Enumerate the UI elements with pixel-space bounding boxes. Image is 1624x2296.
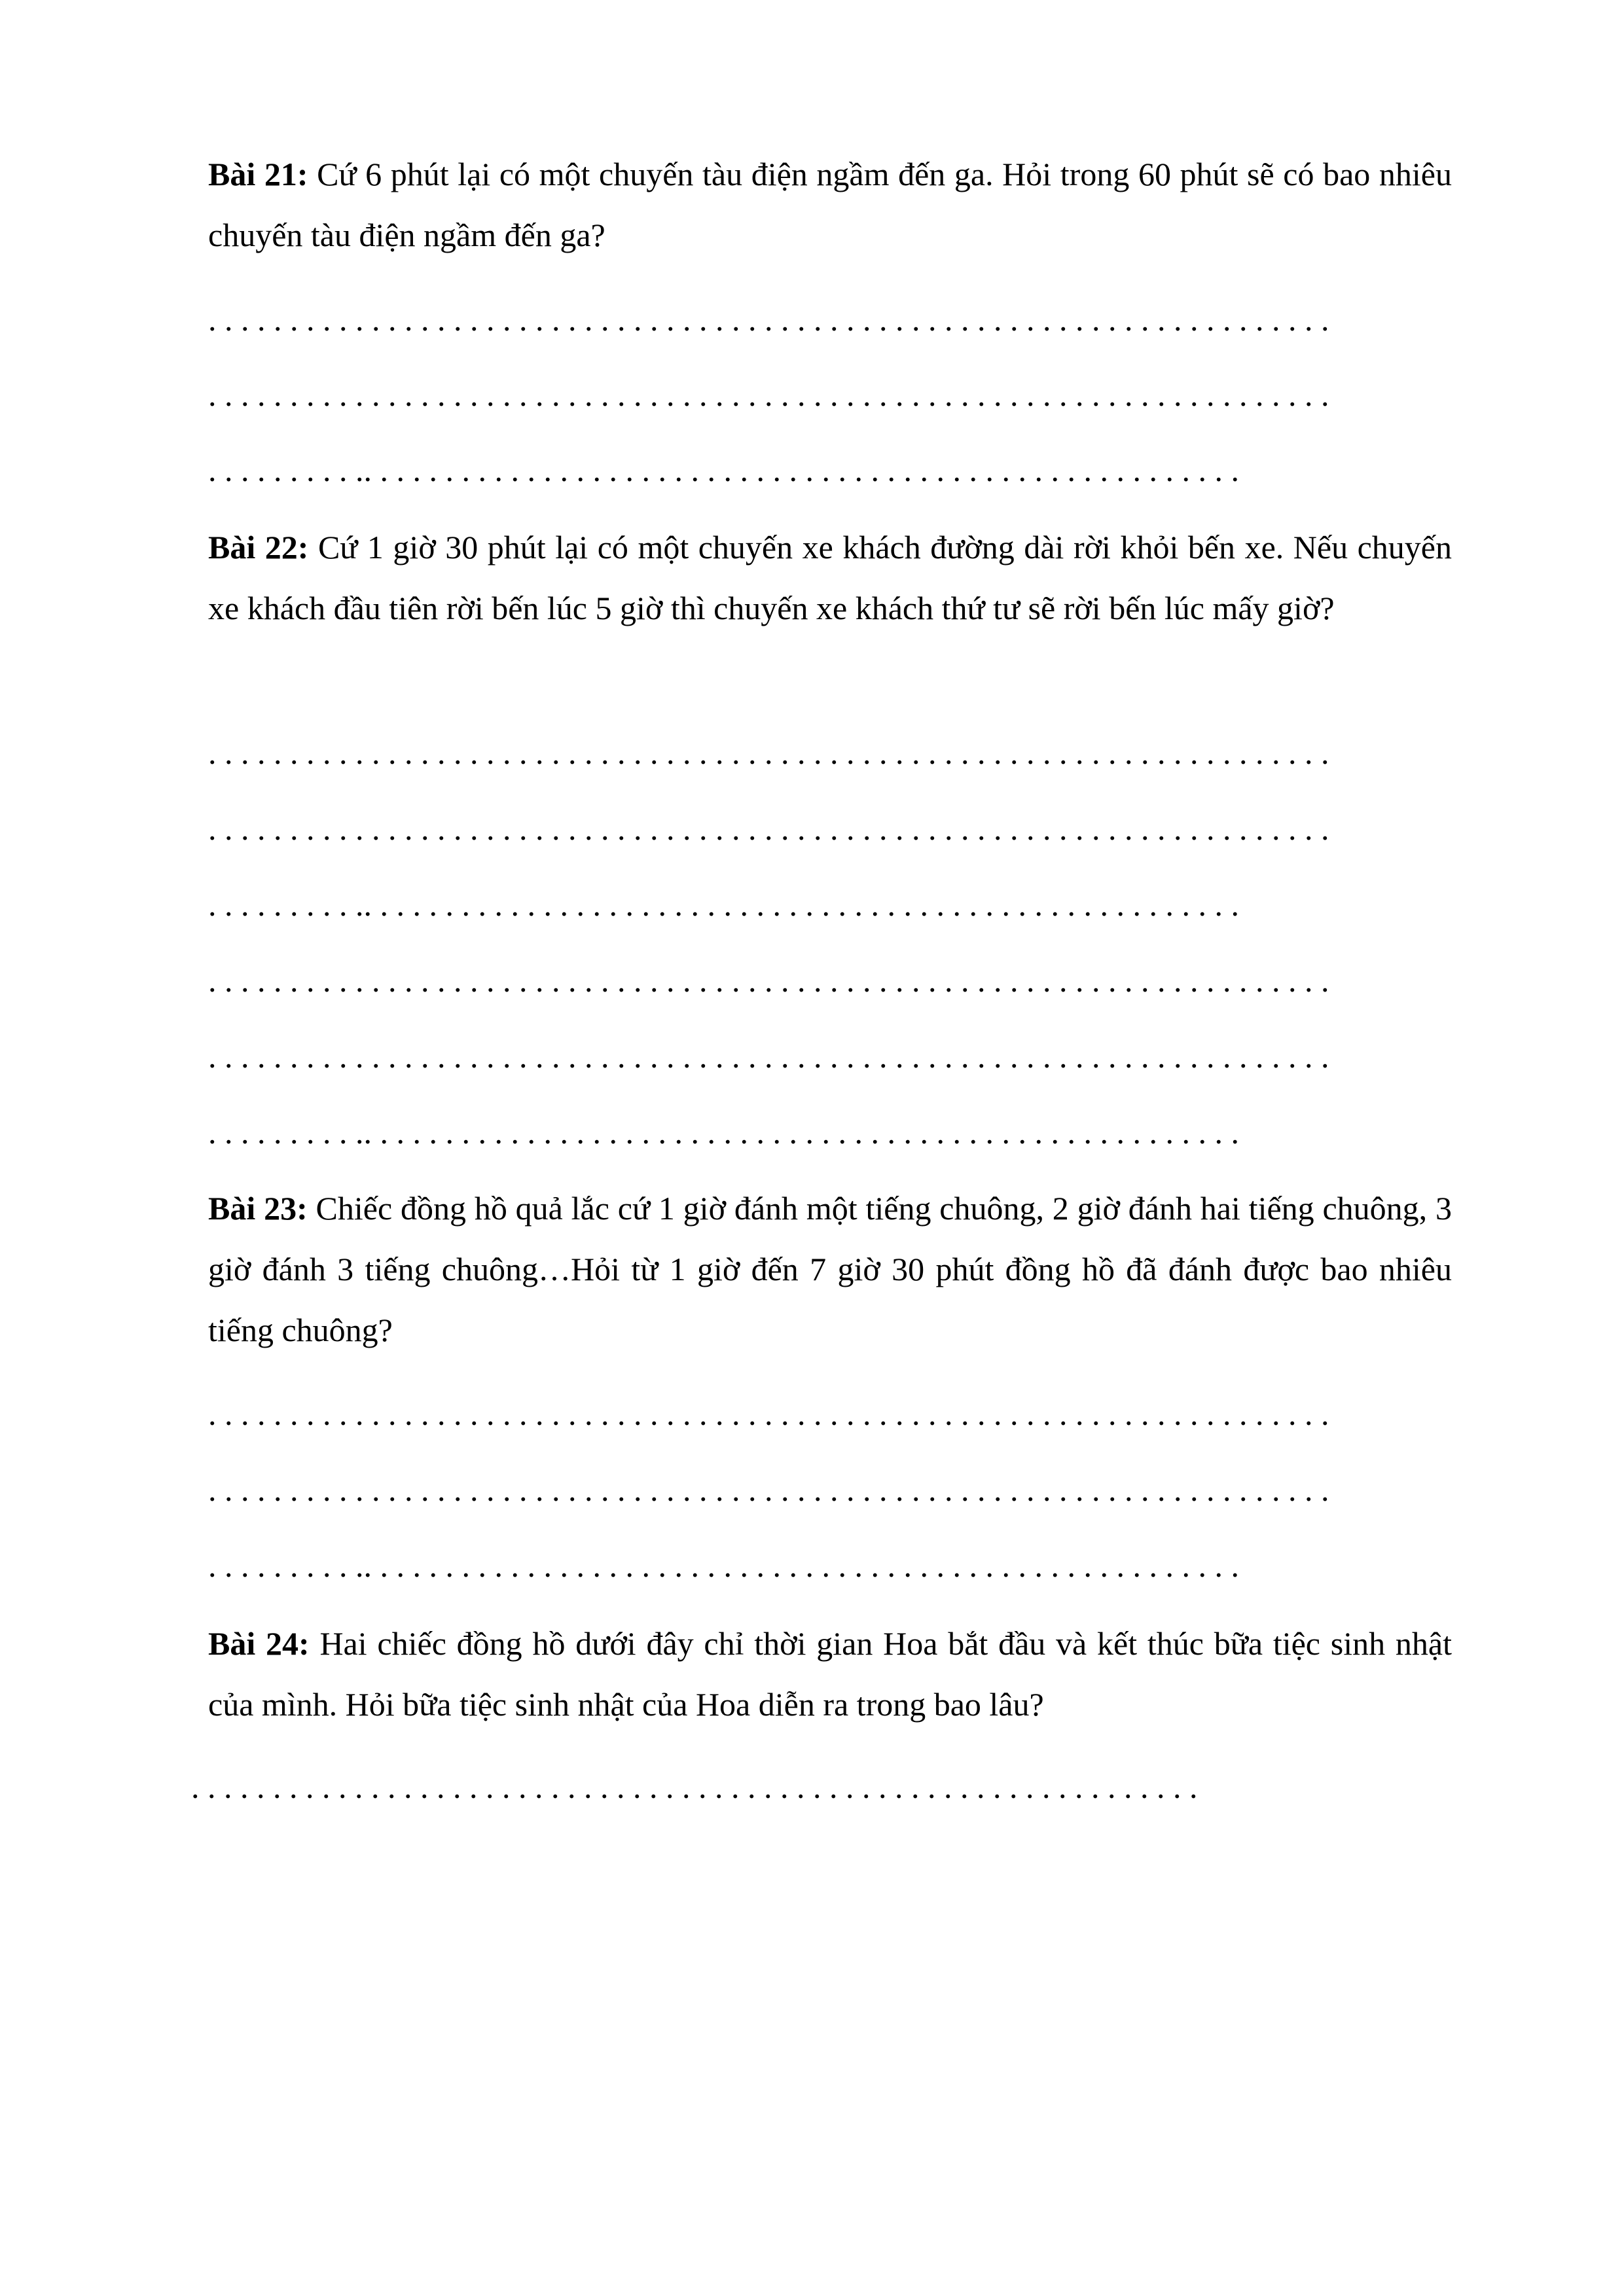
- problem-23-text: Chiếc đồng hồ quả lắc cứ 1 giờ đánh một tiếng chuông, 2 giờ đánh hai tiếng chuông, 3 giờ đánh 3 tiếng chuông…Hỏi từ 1 giờ đến 7 giờ 30 phút đồng hồ đã đánh được bao nhiêu tiếng chuông?: [208, 1190, 1452, 1348]
- answer-line: . . . . . . . . . . . . . . . . . . . . . . . . . . . . . . . . . . . . . . . . . . . . . . . . . . . . . . . . . . . . . . . . . . . . .: [208, 1038, 1329, 1075]
- problem-21: [208, 144, 1452, 266]
- problem-22: [208, 517, 1452, 639]
- answer-line: . . . . . . . . . .. . . . . . . . . . . . . . . . . . . . . . . . . . . . . . . . . . . . . . . . . . . . . . . . . . . . . .: [208, 1547, 1239, 1584]
- answer-line: . . . . . . . . . . . . . . . . . . . . . . . . . . . . . . . . . . . . . . . . . . . . . . . . . . . . . . . . . . . . . . . . . . . . .: [208, 1395, 1329, 1432]
- answer-line: . . . . . . . . . .. . . . . . . . . . . . . . . . . . . . . . . . . . . . . . . . . . . . . . . . . . . . . . . . . . . . . .: [208, 886, 1239, 923]
- answer-line: . . . . . . . . . . . . . . . . . . . . . . . . . . . . . . . . . . . . . . . . . . . . . . . . . . . . . . . . . . . . . .: [191, 1768, 1198, 1805]
- answer-line: . . . . . . . . . . . . . . . . . . . . . . . . . . . . . . . . . . . . . . . . . . . . . . . . . . . . . . . . . . . . . . . . . . . . .: [208, 376, 1329, 413]
- problem-24: [208, 1613, 1452, 1735]
- answer-line: . . . . . . . . . . . . . . . . . . . . . . . . . . . . . . . . . . . . . . . . . . . . . . . . . . . . . . . . . . . . . . . . . . . . .: [208, 301, 1329, 338]
- answer-line: . . . . . . . . . . . . . . . . . . . . . . . . . . . . . . . . . . . . . . . . . . . . . . . . . . . . . . . . . . . . . . . . . . . . .: [208, 734, 1329, 771]
- answer-line: . . . . . . . . . . . . . . . . . . . . . . . . . . . . . . . . . . . . . . . . . . . . . . . . . . . . . . . . . . . . . . . . . . . . .: [208, 962, 1329, 999]
- problem-21-text: Cứ 6 phút lại có một chuyến tàu điện ngầm đến ga. Hỏi trong 60 phút sẽ có bao nhiêu chuyến tàu điện ngầm đến ga?: [208, 156, 1452, 253]
- answer-line: . . . . . . . . . . . . . . . . . . . . . . . . . . . . . . . . . . . . . . . . . . . . . . . . . . . . . . . . . . . . . . . . . . . . .: [208, 810, 1329, 847]
- answer-line: . . . . . . . . . .. . . . . . . . . . . . . . . . . . . . . . . . . . . . . . . . . . . . . . . . . . . . . . . . . . . . . .: [208, 1114, 1239, 1151]
- problem-23: [208, 1178, 1452, 1361]
- problem-23-number: Bài 23:: [208, 1190, 308, 1227]
- problem-21-number: Bài 21:: [208, 156, 308, 192]
- problem-22-text: Cứ 1 giờ 30 phút lại có một chuyến xe khách đường dài rời khỏi bến xe. Nếu chuyến xe khách đầu tiên rời bến lúc 5 giờ thì chuyến xe khách thứ tư sẽ rời bến lúc mấy giờ?: [208, 529, 1452, 626]
- problem-22-number: Bài 22:: [208, 529, 309, 565]
- answer-line: . . . . . . . . . .. . . . . . . . . . . . . . . . . . . . . . . . . . . . . . . . . . . . . . . . . . . . . . . . . . . . . .: [208, 452, 1239, 488]
- problem-24-text: Hai chiếc đồng hồ dưới đây chỉ thời gian Hoa bắt đầu và kết thúc bữa tiệc sinh nhật của mình. Hỏi bữa tiệc sinh nhật của Hoa diễn ra trong bao lâu?: [208, 1625, 1452, 1723]
- answer-line: . . . . . . . . . . . . . . . . . . . . . . . . . . . . . . . . . . . . . . . . . . . . . . . . . . . . . . . . . . . . . . . . . . . . .: [208, 1471, 1329, 1508]
- problem-24-number: Bài 24:: [208, 1625, 310, 1662]
